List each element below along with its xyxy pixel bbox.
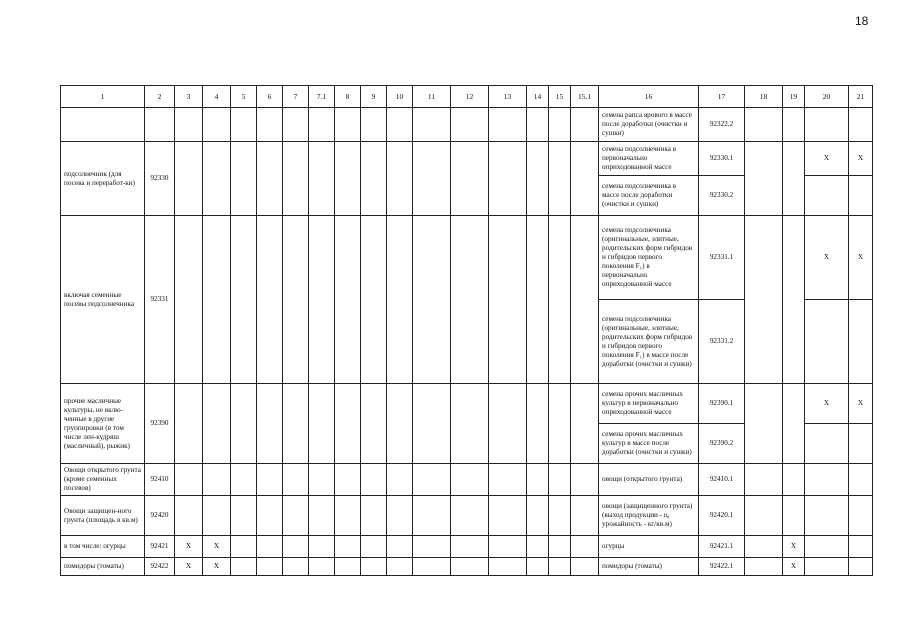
- crop-code: 92420: [145, 496, 175, 536]
- product-code: 92390.1: [699, 384, 745, 424]
- crop-code: 92330: [145, 142, 175, 216]
- col-header-7-1: 7.1: [309, 86, 335, 108]
- col-header-16: 16: [599, 86, 699, 108]
- col-header-11: 11: [413, 86, 451, 108]
- cell-mark: X: [783, 536, 805, 558]
- cell-mark: X: [203, 536, 231, 558]
- crop-code: 92390: [145, 384, 175, 464]
- crop-code: 92422: [145, 558, 175, 576]
- col-header-12: 12: [451, 86, 489, 108]
- cell-mark: X: [805, 384, 849, 424]
- col-header-19: 19: [783, 86, 805, 108]
- cell-mark: X: [175, 536, 203, 558]
- product-description: семена подсолнечника в массе после доработки (очистки и сушки): [599, 176, 699, 216]
- product-description: семена прочих масличных культур в первоначально оприходованной массе: [599, 384, 699, 424]
- product-description: овощи (защищенного грунта) (выход продукции - ц, урожайность - кг/кв.м): [599, 496, 699, 536]
- col-header-8: 8: [335, 86, 361, 108]
- col-header-17: 17: [699, 86, 745, 108]
- cell-mark: X: [783, 558, 805, 576]
- table-row: [61, 108, 873, 142]
- table-row: [61, 558, 873, 576]
- table-row: [61, 384, 873, 424]
- product-code: 92422.1: [699, 558, 745, 576]
- crop-code: 92421: [145, 536, 175, 558]
- product-code: 92420.1: [699, 496, 745, 536]
- page-number: 18: [855, 14, 869, 28]
- crop-name: помидоры (томаты): [61, 558, 145, 576]
- product-description: семена подсолнечника (оригинальные, элитные, родительских форм гибридов и гибридов первого поколения F₁) в первоначально оприходованной массе: [599, 216, 699, 300]
- col-header-21: 21: [849, 86, 873, 108]
- cell-mark: X: [203, 558, 231, 576]
- statistics-form-table: [60, 85, 873, 576]
- col-header-20: 20: [805, 86, 849, 108]
- table-row: [61, 464, 873, 496]
- product-code: 92390.2: [699, 424, 745, 464]
- table-row: [61, 216, 873, 300]
- col-header-6: 6: [257, 86, 283, 108]
- product-code: 92330.2: [699, 176, 745, 216]
- col-header-9: 9: [361, 86, 387, 108]
- col-header-18: 18: [745, 86, 783, 108]
- cell-mark: X: [805, 216, 849, 300]
- product-description: помидоры (томаты): [599, 558, 699, 576]
- product-description: овощи (открытого грунта): [599, 464, 699, 496]
- column-number-row: [61, 86, 873, 108]
- product-code: 92421.1: [699, 536, 745, 558]
- crop-code: 92331: [145, 216, 175, 384]
- product-code: 92331.2: [699, 300, 745, 384]
- crop-name: прочие масличные культуры, не вклю-ченные в другие группировки (в том числе лен-кудряш (масличный), рыжик): [61, 384, 145, 464]
- col-header-15-1: 15.1: [571, 86, 599, 108]
- col-header-5: 5: [231, 86, 257, 108]
- table-row: [61, 142, 873, 176]
- col-header-4: 4: [203, 86, 231, 108]
- col-header-3: 3: [175, 86, 203, 108]
- crop-name: в том числе: огурцы: [61, 536, 145, 558]
- col-header-14: 14: [527, 86, 549, 108]
- product-description: семена прочих масличных культур в массе после доработки (очистки и сушки): [599, 424, 699, 464]
- cell-mark: X: [849, 384, 873, 424]
- crop-code: 92410: [145, 464, 175, 496]
- crop-name: подсолнечник (для посева и переработ-ки): [61, 142, 145, 216]
- col-header-7: 7: [283, 86, 309, 108]
- crop-name: Овощи защищен-ного грунта (площадь в кв.м): [61, 496, 145, 536]
- crop-name: включая семенные посевы подсолнечника: [61, 216, 145, 384]
- cell-mark: X: [175, 558, 203, 576]
- product-code: 92330.1: [699, 142, 745, 176]
- col-header-2: 2: [145, 86, 175, 108]
- cell-mark: X: [849, 216, 873, 300]
- col-header-15: 15: [549, 86, 571, 108]
- col-header-1: 1: [61, 86, 145, 108]
- table-row: [61, 536, 873, 558]
- product-code: 92410.1: [699, 464, 745, 496]
- crop-name: Овощи открытого грунта (кроме семенных посевов): [61, 464, 145, 496]
- col-header-10: 10: [387, 86, 413, 108]
- cell-mark: X: [805, 142, 849, 176]
- product-code: 92322.2: [699, 108, 745, 142]
- cell-mark: X: [849, 142, 873, 176]
- product-description: семена подсолнечника в первоначально оприходованной массе: [599, 142, 699, 176]
- table-row: [61, 496, 873, 536]
- product-code: 92331.1: [699, 216, 745, 300]
- product-description: огурцы: [599, 536, 699, 558]
- product-description: семена подсолнечника (оригинальные, элитные, родительских форм гибридов и гибридов первого поколения F₁) в массе после доработки (очистки и сушки): [599, 300, 699, 384]
- product-description: семена рапса ярового в массе после доработки (очистки и сушки): [599, 108, 699, 142]
- col-header-13: 13: [489, 86, 527, 108]
